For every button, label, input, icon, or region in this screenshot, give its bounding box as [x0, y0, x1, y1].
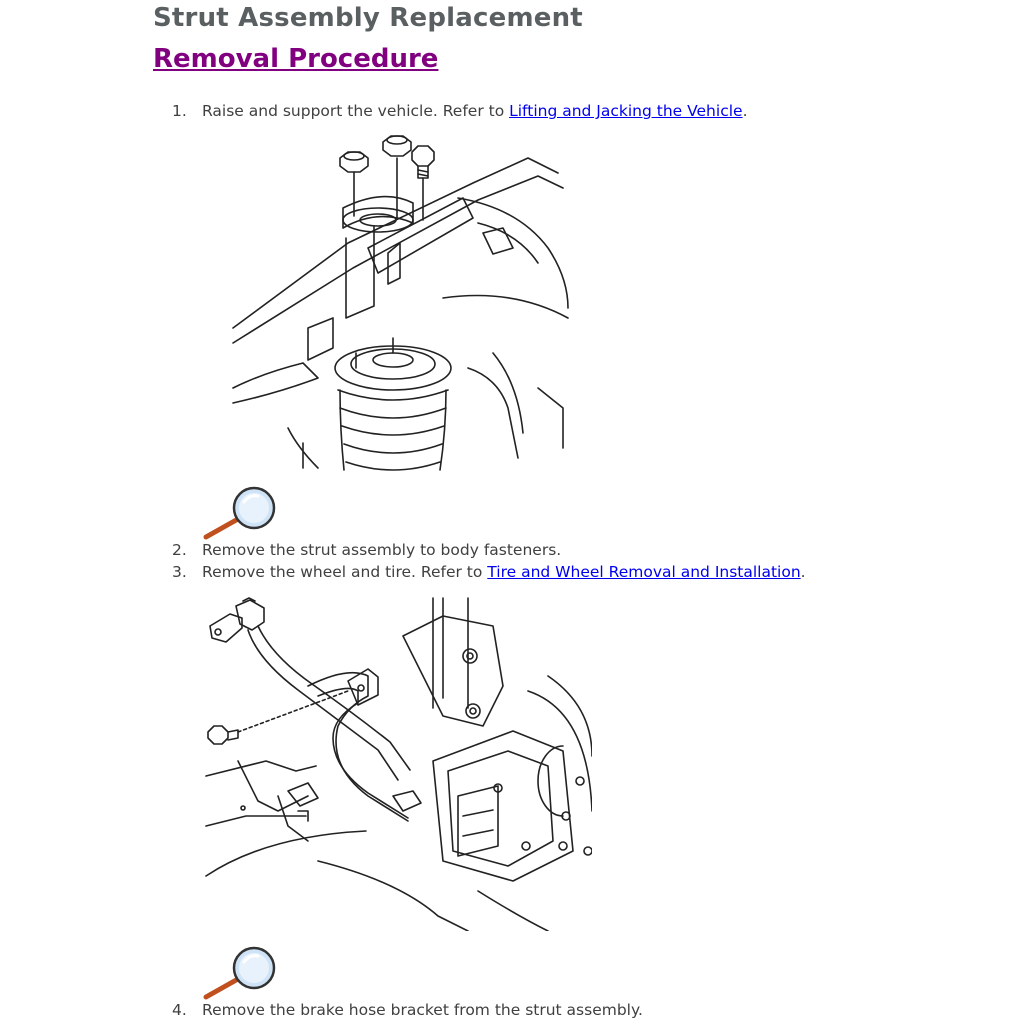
- step-2: [172, 541, 561, 559]
- step-number: 1.: [172, 102, 187, 120]
- step-4: [172, 1001, 643, 1019]
- tire-wheel-removal-link[interactable]: Tire and Wheel Removal and Installation: [487, 563, 801, 581]
- brake-caliper: [433, 731, 573, 881]
- fastener-bolt: [412, 146, 434, 178]
- step-3: [172, 563, 806, 581]
- step-text: Remove the brake hose bracket from the strut assembly.: [202, 1001, 643, 1019]
- section-heading-link[interactable]: Removal Procedure: [153, 44, 439, 74]
- step-number: 4.: [172, 1001, 187, 1019]
- fastener-nut-2: [383, 136, 411, 156]
- brake-hose-illustration: [198, 596, 592, 931]
- step-1: [172, 102, 748, 120]
- step-text: Raise and support the vehicle. Refer to: [202, 102, 510, 120]
- step-punct: .: [800, 563, 806, 581]
- step-text: Remove the strut assembly to body fasteners.: [202, 541, 562, 559]
- hose-bracket: [210, 598, 264, 642]
- page-title: Strut Assembly Replacement: [153, 3, 583, 33]
- fastener-nut-1: [340, 152, 368, 172]
- magnifier-icon[interactable]: [200, 945, 280, 1005]
- step-number: 2.: [172, 541, 187, 559]
- step-punct: .: [742, 102, 748, 120]
- bracket-bolt: [208, 726, 238, 744]
- step-number: 3.: [172, 563, 187, 581]
- step-text: Remove the wheel and tire. Refer to: [202, 563, 488, 581]
- strut-mount-illustration: [228, 128, 578, 483]
- lifting-jacking-link[interactable]: Lifting and Jacking the Vehicle: [509, 102, 743, 120]
- magnifier-icon[interactable]: [200, 485, 280, 545]
